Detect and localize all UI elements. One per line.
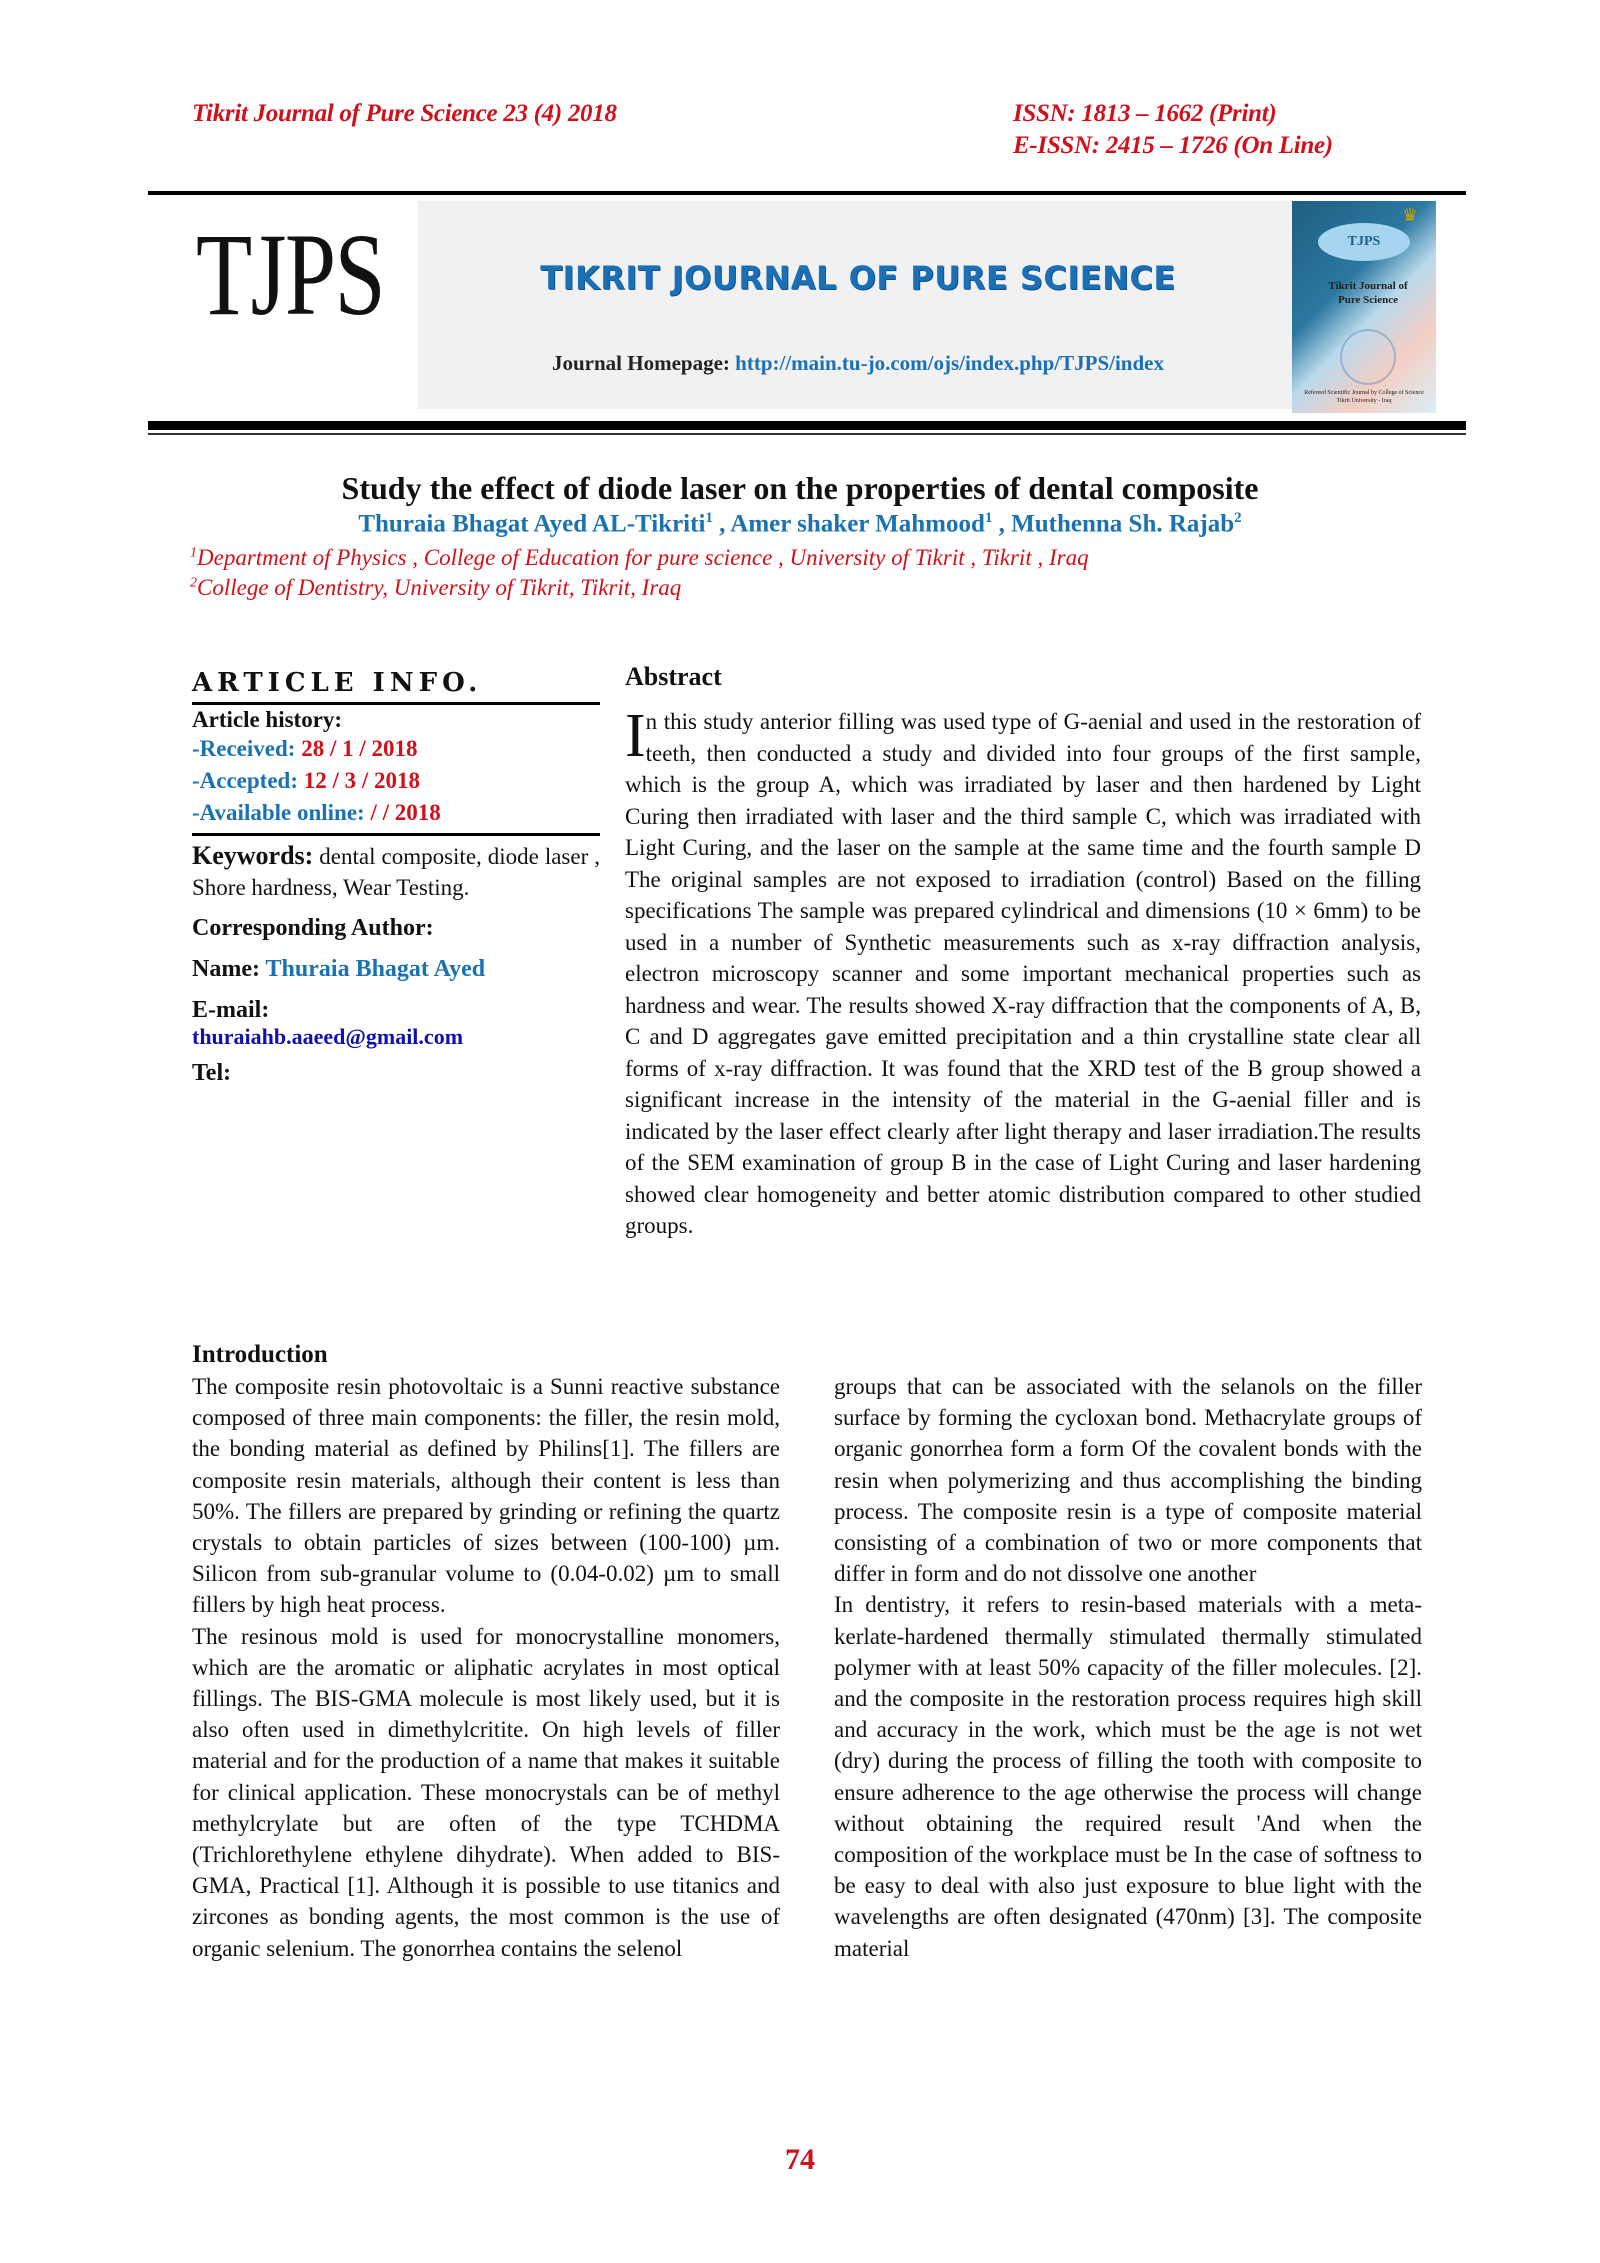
- author-name: Amer shaker Mahmood: [730, 510, 985, 538]
- university-emblem-icon: ♛: [1402, 205, 1419, 225]
- journal-logo: TJPS: [196, 209, 385, 340]
- affil-marker: 1: [190, 545, 197, 561]
- masthead: [148, 195, 1466, 423]
- affiliation-text: Department of Physics , College of Education for pure science , University of Tikrit , Tikrit , Iraq: [197, 545, 1089, 570]
- keywords: [192, 840, 600, 903]
- divider: [192, 702, 600, 705]
- paragraph: The composite resin photovoltaic is a Sunni reactive substance composed of three main components: the filler, the resin mold, the bonding material as defined by Philins[1]. The fillers are composite resin materials, although their content is less than 50%. The fillers are prepared by grinding or refining the quartz crystals to obtain particles of sizes between (100-100) µm. Silicon from sub-granular volume to (0.04-0.02) µm to small fillers by high heat process.: [192, 1374, 780, 1618]
- accepted-label: -Accepted:: [192, 768, 304, 793]
- cover-title: [1306, 279, 1430, 307]
- abstract-body: [625, 702, 1421, 1242]
- abstract-section: [625, 662, 1421, 1242]
- received-label: -Received:: [192, 736, 302, 761]
- received-value: 28 / 1 / 2018: [301, 736, 418, 761]
- paragraph: The resinous mold is used for monocrystalline monomers, which are the aromatic or aliphatic acrylates in most optical fillings. The BIS-GMA molecule is most likely used, but it is also often used in dimethylcritite. On high levels of filler material and for the production of a name that makes it suitable for clinical application. These monocrystals can be of methyl methylcrylate but are often of the type TCHDMA (Trichlorethylene ethylene dihydrate). When added to BIS-GMA, Practical [1]. Although it is possible to use titanics and zircones as bonding agents, the most common is the use of organic selenium. The gonorrhea contains the selenol: [192, 1623, 780, 1961]
- article-history-label: Article history:: [192, 707, 343, 732]
- cover-title-line2: Pure Science: [1338, 294, 1398, 306]
- introduction-heading: Introduction: [192, 1341, 328, 1368]
- keywords-value: dental composite, diode laser , Shore hardness, Wear Testing.: [192, 844, 600, 900]
- cover-footer: Refereed Scientific Journal by College of Science Tikrit University - Iraq: [1304, 390, 1424, 404]
- affiliation: [190, 575, 681, 601]
- author-list: Thuraia Bhagat Ayed AL-Tikriti$^1$ , Amer shaker Mahmood$^1$ , Muthenna Sh. Rajab$^2$: [358, 510, 1242, 538]
- paragraph: groups that can be associated with the selanols on the filler surface by forming the cycloxan bond. Methacrylate groups of organic gonorrhea form a form Of the covalent bonds with the resin when polymerizing and thus accomplishing the binding process. The composite resin is a type of composite material consisting of a combination of two or more components that differ in form and do not dissolve one another: [834, 1374, 1422, 1587]
- accepted-value: 12 / 3 / 2018: [303, 768, 421, 793]
- issn-print: ISSN: 1813 – 1662 (Print): [1013, 100, 1277, 127]
- paragraph: In dentistry, it refers to resin-based materials with a meta-kerlate-hardened thermally stimulated thermally stimulated polymer with at least 50% capacity of the filler molecules. [2]. and the composite in the restoration process requires high skill and accuracy in the work, which must be the age is not wet (dry) during the process of filling the tooth with composite to ensure adherence to the age otherwise the process will change without obtaining the required result 'And when the composition of the workplace must be In the case of softness to be easy to deal with also just exposure to blue light with the wavelengths are often designated (470nm) [3]. The composite material: [834, 1592, 1422, 1961]
- author-affil-marker: 1: [984, 510, 993, 526]
- affiliation: [190, 545, 1089, 571]
- abstract-heading: Abstract: [625, 662, 722, 691]
- masthead-banner: [418, 201, 1298, 409]
- running-head-journal: Tikrit Journal of Pure Science 23 (4) 2018: [192, 100, 617, 127]
- affiliation-text: College of Dentistry, University of Tikrit, Tikrit, Iraq: [197, 575, 682, 600]
- article-title: Study the effect of diode laser on the properties of dental composite: [341, 470, 1259, 506]
- journal-cover-image: [1292, 201, 1436, 413]
- article-info-panel: [192, 668, 600, 1087]
- page-number: 74: [785, 2143, 815, 2176]
- masthead-bottom-rule-thick: [148, 421, 1466, 430]
- cover-title-line1: Tikrit Journal of: [1328, 280, 1408, 292]
- masthead-bottom-rule-thin: [148, 433, 1466, 435]
- online-label: -Available online:: [192, 800, 371, 825]
- cover-oval-logo: TJPS: [1318, 223, 1410, 261]
- author-name: Thuraia Bhagat Ayed AL-Tikriti: [358, 510, 706, 538]
- cover-seal-icon: [1340, 329, 1396, 385]
- homepage-label: Journal Homepage:: [552, 351, 736, 375]
- received-date: [192, 733, 600, 765]
- abstract-text: n this study anterior filling was used type of G-aenial and used in the restoration of teeth, then conducted a study and divided into four groups of the first sample, which is the group A, which was irradiated by laser and then hardened by Light Curing then irradiated with laser and the third sample C, which was irradiated with Light Curing, and the laser on the sample at the same time and the fourth sample D The original samples are not exposed to irradiation (control) Based on the filling specifications The sample was prepared cylindrical and dimensions (10 × 6mm) to be used in a number of Synthetic measurements such as x-ray diffraction analysis, electron microscopy scanner and some important mechanical properties such as hardness and wear. The results showed X-ray diffraction that the components of A, B, C and D aggregates gave emitted precipitation and a thin crystalline state clear all forms of x-ray diffraction. It was found that the XRD test of the B group showed a significant increase in the intensity of the material in the G-aenial filler and is indicated by the laser effect clearly after light therapy and laser irradiation.The results of the SEM examination of group B in the case of Light Curing and laser hardening showed clear homogeneity and better atomic distribution compared to other studied groups.: [625, 709, 1421, 1238]
- name-value: Thuraia Bhagat Ayed: [265, 956, 486, 982]
- author-affil-marker: 1: [705, 510, 713, 526]
- tel-label: Tel:: [192, 1060, 232, 1086]
- divider: [192, 833, 600, 836]
- affil-marker: 2: [190, 575, 197, 591]
- running-head-issn: [1013, 98, 1333, 162]
- email-label: E-mail:: [192, 997, 270, 1023]
- name-label: Name:: [192, 956, 266, 982]
- author-affil-marker: 2: [1234, 510, 1242, 526]
- online-date: [192, 797, 600, 829]
- article-info-heading: ARTICLE INFO.: [192, 668, 483, 698]
- author-name: Muthenna Sh. Rajab: [1011, 510, 1235, 538]
- body-column-right: [834, 1371, 1422, 1964]
- online-value: / / 2018: [370, 800, 441, 825]
- journal-title: TIKRIT JOURNAL OF PURE SCIENCE: [540, 259, 1176, 297]
- journal-homepage: [418, 351, 1298, 376]
- corresponding-author-label: Corresponding Author:: [192, 915, 434, 941]
- author-name-row: [192, 956, 600, 983]
- homepage-link[interactable]: http://main.tu-jo.com/ojs/index.php/TJPS/index: [735, 351, 1164, 375]
- issn-online: E-ISSN: 2415 – 1726 (On Line): [1013, 132, 1333, 159]
- accepted-date: [192, 765, 600, 797]
- body-column-left: [192, 1339, 780, 1964]
- drop-cap: I: [625, 702, 646, 770]
- keywords-label: Keywords:: [192, 841, 314, 870]
- email-link[interactable]: thuraiahb.aaeed@gmail.com: [192, 1024, 464, 1049]
